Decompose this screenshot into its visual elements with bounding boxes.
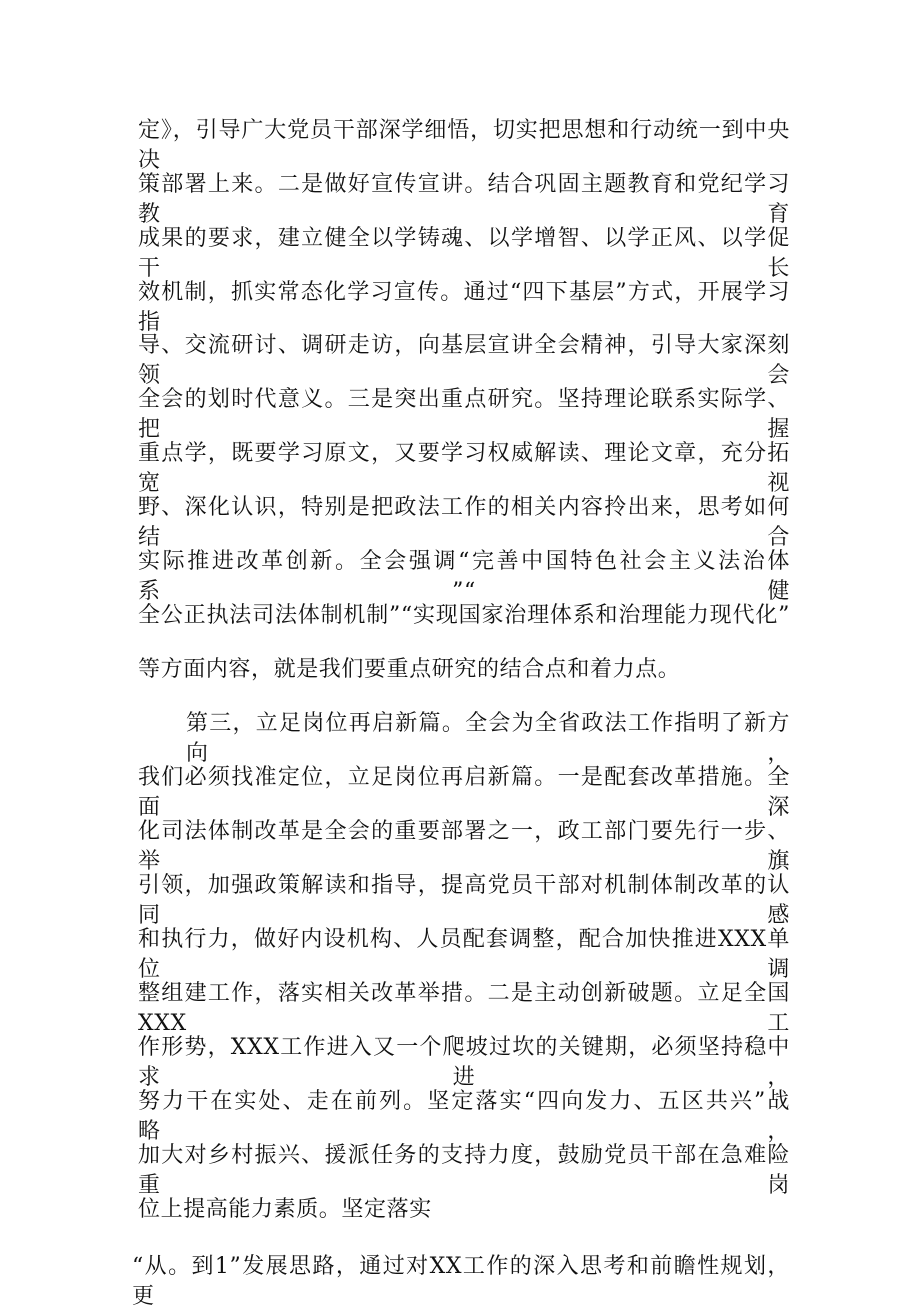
paragraph-line: 效机制，抓实常态化学习宣传。通过“四下基层”方式，开展学习指 bbox=[138, 280, 790, 335]
paragraph-line: “从。到1”发展思路，通过对XX工作的深入思考和前瞻性规划，更 bbox=[132, 1254, 790, 1309]
paragraph-line: 化司法体制改革是全会的重要部署之一，政工部门要先行一步、举旗 bbox=[138, 819, 790, 874]
paragraph-line: 定》，引导广大党员干部深学细悟，切实把思想和行动统一到中央决 bbox=[138, 118, 790, 173]
paragraph-line: 策部署上来。二是做好宣传宣讲。结合巩固主题教育和党纪学习教育 bbox=[138, 172, 790, 227]
paragraph-line: 作形势，XXX工作进入又一个爬坡过坎的关键期，必须坚持稳中求进， bbox=[138, 1035, 790, 1090]
paragraph-line: 野、深化认识，特别是把政法工作的相关内容拎出来，思考如何结合 bbox=[138, 495, 790, 550]
paragraph-line: 导、交流研讨、调研走访，向基层宣讲全会精神，引导大家深刻领会 bbox=[138, 333, 790, 388]
paragraph-line: 努力干在实处、走在前列。坚定落实“四向发力、五区共兴”战略， bbox=[138, 1089, 790, 1144]
paragraph-line-last: 等方面内容，就是我们要重点研究的结合点和着力点。 bbox=[138, 657, 681, 682]
paragraph-line: 位上提高能力素质。坚定落实 bbox=[138, 1197, 432, 1222]
paragraph-line: 整组建工作，落实相关改革举措。二是主动创新破题。立足全国XXX工 bbox=[138, 981, 790, 1036]
paragraph-line: 加大对乡村振兴、援派任务的支持力度，鼓励党员干部在急难险重岗 bbox=[138, 1143, 790, 1198]
paragraph-line: 全公正执法司法体制机制”“实现国家治理体系和治理能力现代化” bbox=[138, 603, 790, 628]
paragraph-line: 引领，加强政策解读和指导，提高党员干部对机制体制改革的认同感 bbox=[138, 873, 790, 928]
paragraph-line: 全会的划时代意义。三是突出重点研究。坚持理论联系实际学、把握 bbox=[138, 387, 790, 442]
paragraph-line: 实际推进改革创新。全会强调“完善中国特色社会主义法治体系”“健 bbox=[138, 549, 790, 604]
section-heading-line: 第三，立足岗位再启新篇。全会为全省政法工作指明了新方向， bbox=[186, 711, 790, 766]
paragraph-line: 成果的要求，建立健全以学铸魂、以学增智、以学正风、以学促干长 bbox=[138, 226, 790, 281]
paragraph-line: 重点学，既要学习原文，又要学习权威解读、理论文章，充分拓宽视 bbox=[138, 441, 790, 496]
paragraph-line: 我们必须找准定位，立足岗位再启新篇。一是配套改革措施。全面深 bbox=[138, 765, 790, 820]
paragraph-line: 和执行力，做好内设机构、人员配套调整，配合加快推进XXX单位调 bbox=[138, 927, 790, 982]
